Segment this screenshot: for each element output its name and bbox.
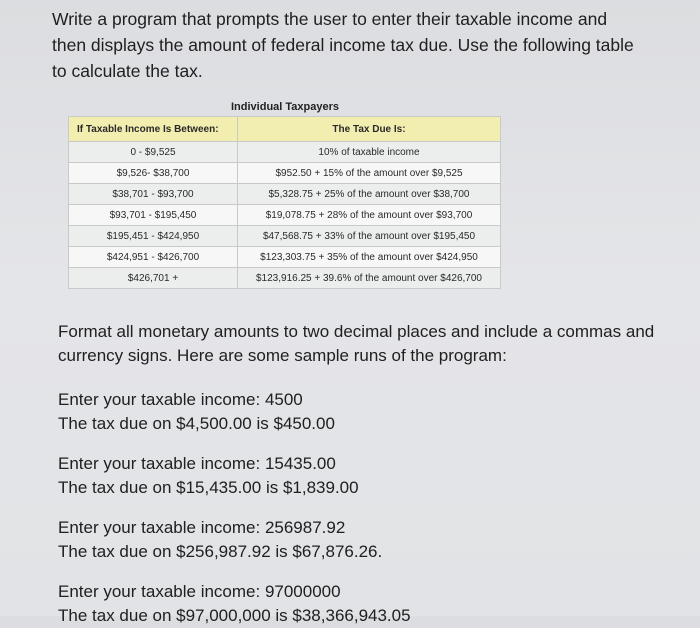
sample-run-result: The tax due on $97,000,000 is $38,366,943.05 xyxy=(58,606,411,625)
table-row xyxy=(69,205,501,226)
table-header-row xyxy=(69,117,501,142)
sample-run-prompt: Enter your taxable income: 15435.00 xyxy=(58,454,336,473)
income-range-cell: $38,701 - $93,700 xyxy=(69,184,238,205)
table-row xyxy=(69,226,501,247)
sample-run xyxy=(58,452,658,500)
sample-run-prompt: Enter your taxable income: 256987.92 xyxy=(58,518,346,537)
table-row xyxy=(69,247,501,268)
tax-due-cell: $5,328.75 + 25% of the amount over $38,700 xyxy=(238,184,501,205)
sample-run xyxy=(58,516,658,564)
table-row xyxy=(69,163,501,184)
tax-due-cell: $123,916.25 + 39.6% of the amount over $426,700 xyxy=(238,268,501,289)
tax-due-cell: $19,078.75 + 28% of the amount over $93,700 xyxy=(238,205,501,226)
table-row xyxy=(69,142,501,163)
sample-run xyxy=(58,580,658,628)
format-note: Format all monetary amounts to two decimal places and include a commas and currency signs. Here are some sample runs of the program: xyxy=(58,322,655,365)
income-range-cell: $9,526- $38,700 xyxy=(69,163,238,184)
income-range-cell: $195,451 - $424,950 xyxy=(69,226,238,247)
tax-due-cell: 10% of taxable income xyxy=(238,142,501,163)
problem-intro: Write a program that prompts the user to enter their taxable income and then displays the amount of federal income tax due. Use the following table to calculate the tax. xyxy=(52,9,634,81)
table-caption: Individual Taxpayers xyxy=(231,101,340,113)
tax-due-cell: $952.50 + 15% of the amount over $9,525 xyxy=(238,163,501,184)
tax-due-cell: $47,568.75 + 33% of the amount over $195,450 xyxy=(238,226,501,247)
income-range-cell: $93,701 - $195,450 xyxy=(69,205,238,226)
sample-run-result: The tax due on $4,500.00 is $450.00 xyxy=(58,414,335,433)
sample-run-prompt: Enter your taxable income: 4500 xyxy=(58,390,303,409)
income-range-cell: 0 - $9,525 xyxy=(69,142,238,163)
income-range-cell: $426,701 + xyxy=(69,268,238,289)
instructions-section xyxy=(58,320,658,628)
sample-run-result: The tax due on $256,987.92 is $67,876.26. xyxy=(58,542,383,561)
header-tax-due: The Tax Due Is: xyxy=(238,117,501,142)
table-row xyxy=(69,268,501,289)
tax-due-cell: $123,303.75 + 35% of the amount over $424,950 xyxy=(238,247,501,268)
sample-run-prompt: Enter your taxable income: 97000000 xyxy=(58,582,341,601)
sample-run xyxy=(58,388,658,436)
income-range-cell: $424,951 - $426,700 xyxy=(69,247,238,268)
header-income-range: If Taxable Income Is Between: xyxy=(69,117,238,142)
table-row xyxy=(69,184,501,205)
tax-table xyxy=(68,116,501,289)
sample-run-result: The tax due on $15,435.00 is $1,839.00 xyxy=(58,478,359,497)
